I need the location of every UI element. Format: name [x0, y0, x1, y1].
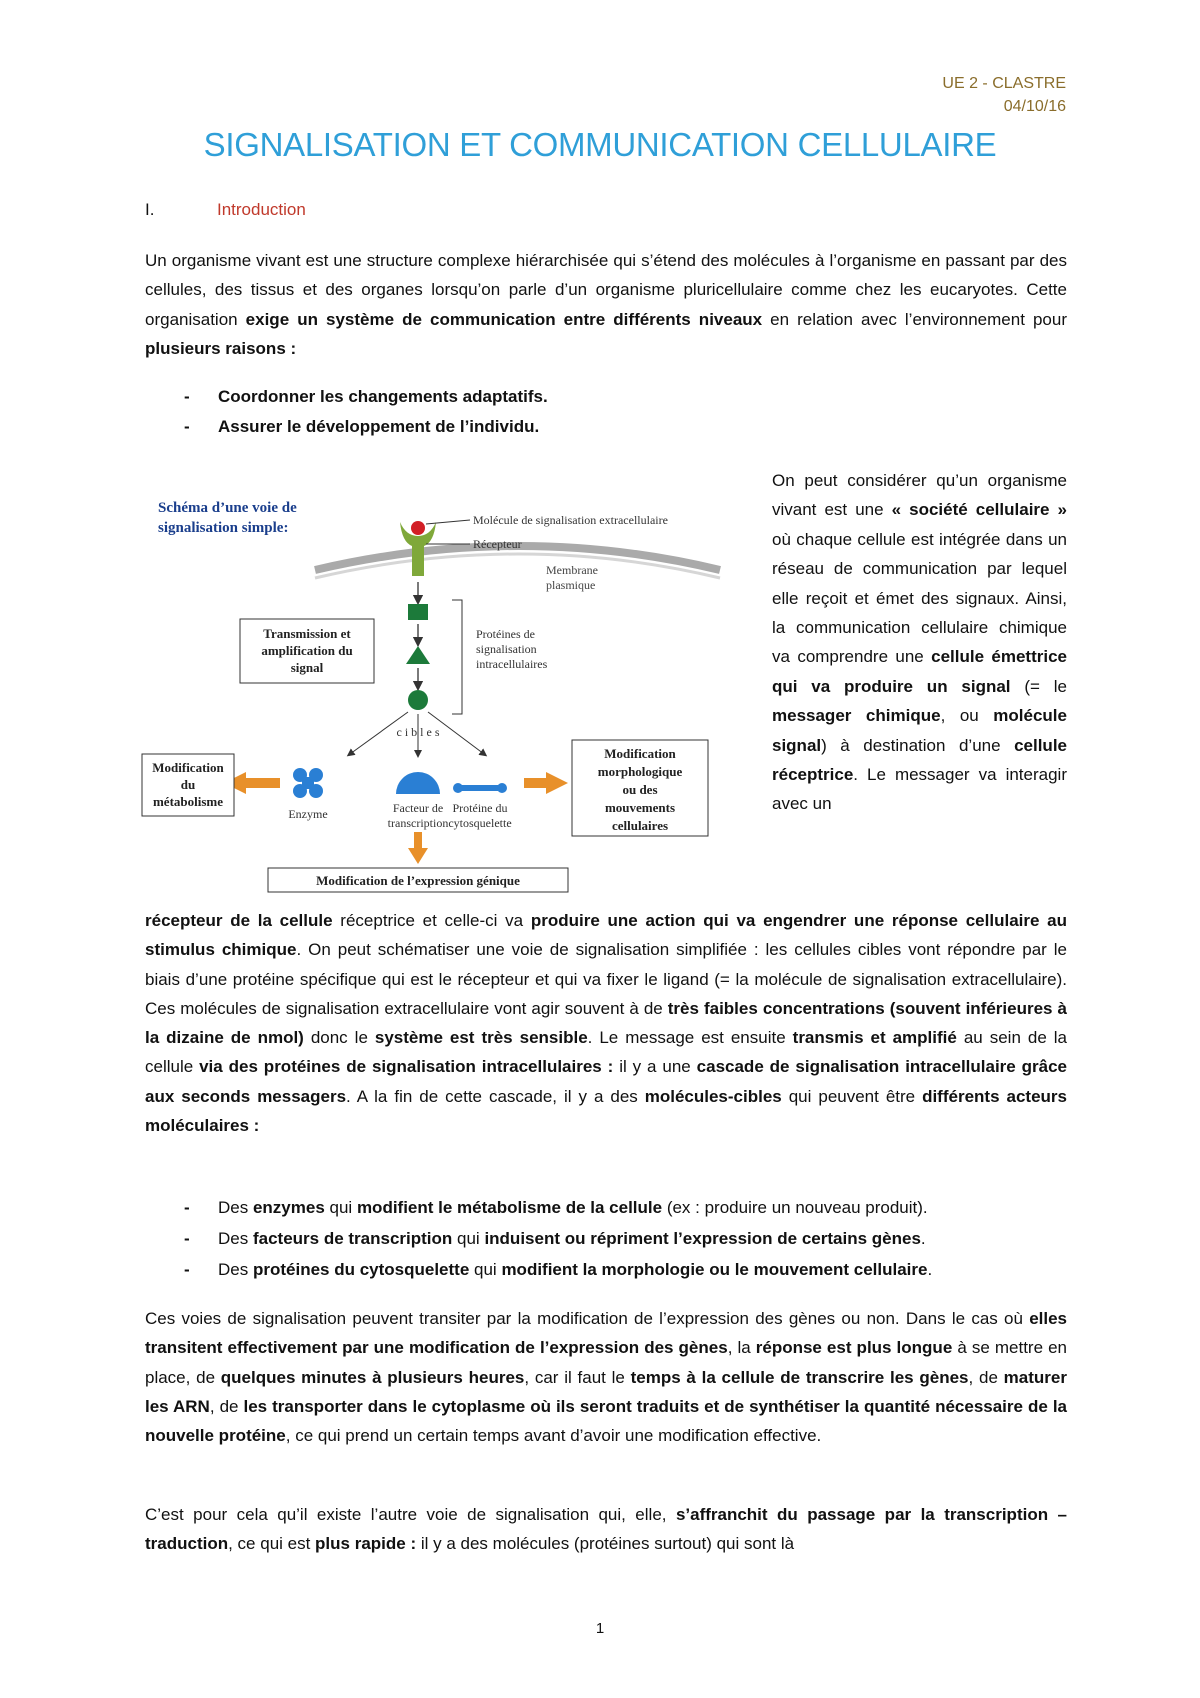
- arrow-to-expression: [408, 832, 428, 864]
- text-run: C’est pour cela qu’il existe l’autre voie de signalisation qui, elle,: [145, 1505, 676, 1524]
- text-run: , de: [968, 1367, 1004, 1387]
- targets-list: [145, 1192, 1067, 1285]
- bold-run: plusieurs raisons :: [145, 338, 297, 358]
- bold-run: quelques minutes à plusieurs heures: [220, 1367, 525, 1387]
- list-item-text: Coordonner les changements adaptatifs.: [218, 387, 548, 406]
- section-number: I.: [145, 200, 155, 219]
- text-run: (ex : produire un nouveau produit).: [662, 1198, 928, 1217]
- label-proteins-3: intracellulaires: [476, 657, 548, 671]
- bold-run: protéines du cytosquelette: [252, 1260, 470, 1279]
- signaling-protein-triangle: [406, 646, 430, 664]
- text-run: Des: [218, 1198, 253, 1217]
- text-run: ) à destination d’une: [821, 735, 1015, 755]
- bold-run: très faibles concentrations (souvent inférieures à la dizaine de nmol): [145, 998, 1067, 1048]
- text-run: .: [927, 1260, 933, 1279]
- bold-run: produire une action qui va engendrer une réponse cellulaire au stimulus chimique: [145, 911, 1067, 960]
- bold-run: « société cellulaire »: [891, 500, 1067, 520]
- bold-run: maturer les ARN: [145, 1367, 1067, 1416]
- morpho-line1: Modification: [604, 746, 676, 761]
- transmission-line2: amplification du: [261, 643, 353, 658]
- transcription-factor-shape: [396, 772, 440, 794]
- course-label: UE 2 - CLASTRE: [942, 75, 1066, 92]
- list-item: - Coordonner les changements adaptatifs.: [184, 387, 548, 406]
- text-run: .: [920, 1229, 926, 1248]
- label-cyto-2: cytosquelette: [448, 816, 512, 830]
- header-meta: [942, 72, 1066, 118]
- bold-run: molécules-cibles: [644, 1086, 782, 1106]
- text-run: , de: [209, 1396, 244, 1416]
- bold-run: modifient le métabolisme de la cellule: [356, 1198, 663, 1217]
- text-run: qui: [452, 1229, 485, 1248]
- bold-run: via des protéines de signalisation intracellulaires :: [199, 1057, 614, 1077]
- list-item-text: Assurer le développement de l’individu.: [218, 417, 540, 436]
- metabolism-line3: métabolisme: [152, 794, 224, 809]
- leader-line: [426, 520, 470, 524]
- cytoskeleton-protein-shape: [453, 783, 507, 793]
- text-run: au sein de la cellule: [145, 1028, 1067, 1077]
- page-title: SIGNALISATION ET COMMUNICATION CELLULAIRE: [203, 126, 997, 163]
- bold-run: modifient la morphologie ou le mouvement cellulaire: [501, 1260, 928, 1279]
- text-run: (= le: [1010, 676, 1067, 696]
- text-run: il y a des molécules (protéines surtout) qui sont là: [416, 1534, 795, 1554]
- list-item: - Assurer le développement de l’individu.: [184, 417, 540, 436]
- signal-molecule: [411, 521, 425, 535]
- bold-run: système est très sensible: [374, 1028, 588, 1048]
- signaling-protein-circle: [408, 690, 428, 710]
- bold-run: temps à la cellule de transcrire les gènes: [630, 1367, 969, 1387]
- bold-run: transmis et amplifié: [792, 1028, 957, 1048]
- label-proteins-1: Protéines de: [476, 627, 535, 641]
- bold-run: elles transitent effectivement par une modification de l’expression des gènes: [145, 1309, 1067, 1358]
- text-run: à se mettre en place, de: [145, 1338, 1067, 1387]
- morpho-line3: ou des: [622, 782, 658, 797]
- reasons-list: [145, 382, 1067, 442]
- label-molecule: Molécule de signalisation extracellulaire: [473, 513, 668, 527]
- text-run: réceptrice et celle-ci va: [332, 911, 531, 930]
- bold-run: cellule émettrice qui va produire un signal: [772, 647, 1067, 696]
- signaling-diagram: [140, 492, 760, 900]
- morpho-line4: mouvements: [604, 800, 676, 815]
- bracket: [452, 600, 462, 714]
- text-run: où chaque cellule est intégrée dans un réseau de communication par lequel elle reçoit et émet des signaux. Ainsi, la communication cellulaire chimique va comprendre une: [772, 529, 1067, 667]
- page-number: 1: [595, 1620, 605, 1637]
- label-enzyme: Enzyme: [288, 807, 328, 821]
- bold-run: induisent ou répriment l’expression de certains gènes: [484, 1229, 921, 1248]
- signaling-protein-square: [408, 604, 428, 620]
- diagram-title-line2: signalisation simple:: [158, 520, 289, 536]
- text-run: , ce qui prend un certain temps avant d’avoir une modification effective.: [285, 1426, 822, 1446]
- bold-run: exige un système de communication entre différents niveaux: [245, 309, 763, 329]
- date-label: 04/10/16: [1003, 98, 1066, 115]
- bold-run: s’affranchit du passage par la transcription – traduction: [145, 1505, 1067, 1554]
- text-run: Ces voies de signalisation peuvent transiter par la modification de l’expression des gènes ou non. Dans le cas où: [145, 1309, 1030, 1328]
- text-run: , la: [727, 1338, 756, 1358]
- text-run: donc le: [303, 1028, 375, 1048]
- bold-run: réponse est plus longue: [755, 1338, 953, 1358]
- text-run: . On peut schématiser une voie de signalisation simplifiée : les cellules cibles vont répondre par le biais d’une protéine spécifique qui est le récepteur et qui va fixer le ligand (= la molécule de signalisation extracellulaire). Ces molécules de signalisation extracellulaire vont agir souvent à de: [145, 940, 1068, 1018]
- bold-run: différents acteurs moléculaires :: [145, 1086, 1067, 1136]
- text-run: , car il faut le: [524, 1367, 631, 1387]
- text-run: , ce qui est: [228, 1534, 316, 1554]
- label-receptor: Récepteur: [473, 537, 522, 551]
- list-item: - Des enzymes qui modifient le métabolisme de la cellule (ex : produire un nouveau produit).: [184, 1198, 928, 1217]
- text-run: . Le message est ensuite: [587, 1028, 793, 1048]
- section-heading: [145, 200, 306, 220]
- morpho-line5: cellulaires: [611, 818, 669, 833]
- list-item: - Des facteurs de transcription qui induisent ou répriment l’expression de certains gènes.: [184, 1229, 926, 1248]
- section-label: Introduction: [217, 200, 306, 219]
- list-item: - Des protéines du cytosquelette qui modifient la morphologie ou le mouvement cellulaire.: [184, 1260, 933, 1279]
- bold-run: cellule réceptrice: [772, 735, 1067, 785]
- text-run: On peut considérer qu’un organisme vivant est une: [772, 471, 1067, 520]
- text-run: . Le messager va interagir avec un: [772, 765, 1067, 814]
- bold-run: messager chimique: [772, 706, 941, 726]
- intro-paragraph: [145, 246, 1067, 363]
- morpho-line2: morphologique: [597, 764, 683, 779]
- bold-run: cascade de signalisation intracellulaire grâce aux seconds messagers: [145, 1057, 1067, 1106]
- diagram-title-line1: Schéma d’une voie de: [158, 500, 297, 516]
- metabolism-line1: Modification: [152, 760, 224, 775]
- text-run: qui peuvent être: [781, 1086, 923, 1106]
- bold-run: molécule signal: [772, 706, 1067, 755]
- text-run: . A la fin de cette cascade, il y a des: [346, 1086, 645, 1106]
- paragraph-3: [145, 1304, 1067, 1450]
- label-membrane-1: Membrane: [546, 563, 598, 577]
- arrow-to-morphology: [524, 772, 568, 794]
- bold-run: facteurs de transcription: [252, 1229, 453, 1248]
- text-run: qui: [469, 1260, 502, 1279]
- text-run: , ou: [940, 706, 994, 726]
- label-factor-1: Facteur de: [392, 801, 444, 815]
- bold-run: les transporter dans le cytoplasme où ils seront traduits et de synthétiser la quantité nécessaire de la nouvelle protéine: [145, 1396, 1067, 1446]
- side-paragraph: [772, 466, 1067, 819]
- text-run: il y a une: [613, 1057, 697, 1077]
- label-targets: c i b l e s: [396, 725, 440, 739]
- enzyme-shape: [293, 768, 323, 798]
- label-proteins-2: signalisation: [476, 642, 537, 656]
- transmission-line1: Transmission et: [263, 626, 351, 641]
- label-membrane-2: plasmique: [546, 578, 596, 592]
- metabolism-line2: du: [180, 777, 196, 792]
- text-run: Des: [218, 1229, 253, 1248]
- bold-run: enzymes: [252, 1198, 325, 1217]
- transmission-line3: signal: [290, 660, 324, 675]
- text-run: en relation avec l’environnement pour: [762, 309, 1067, 329]
- bold-run: récepteur de la cellule: [145, 911, 333, 930]
- text-run: Des: [218, 1260, 253, 1279]
- label-cyto-1: Protéine du: [452, 801, 508, 815]
- label-factor-2: transcription: [387, 816, 449, 830]
- expression-label: Modification de l’expression génique: [316, 873, 520, 888]
- bold-run: plus rapide :: [315, 1534, 417, 1554]
- paragraph-4: [145, 1500, 1067, 1559]
- text-run: qui: [324, 1198, 357, 1217]
- text-run: Un organisme vivant est une structure complexe hiérarchisée qui s’étend des molécules à l’organisme en passant par des cellules, des tissus et des organes lorsqu’on parle d’un organisme pluricellulaire comme chez les eucaryotes. Cette organisation: [145, 251, 1067, 329]
- paragraph-2: [145, 906, 1067, 1140]
